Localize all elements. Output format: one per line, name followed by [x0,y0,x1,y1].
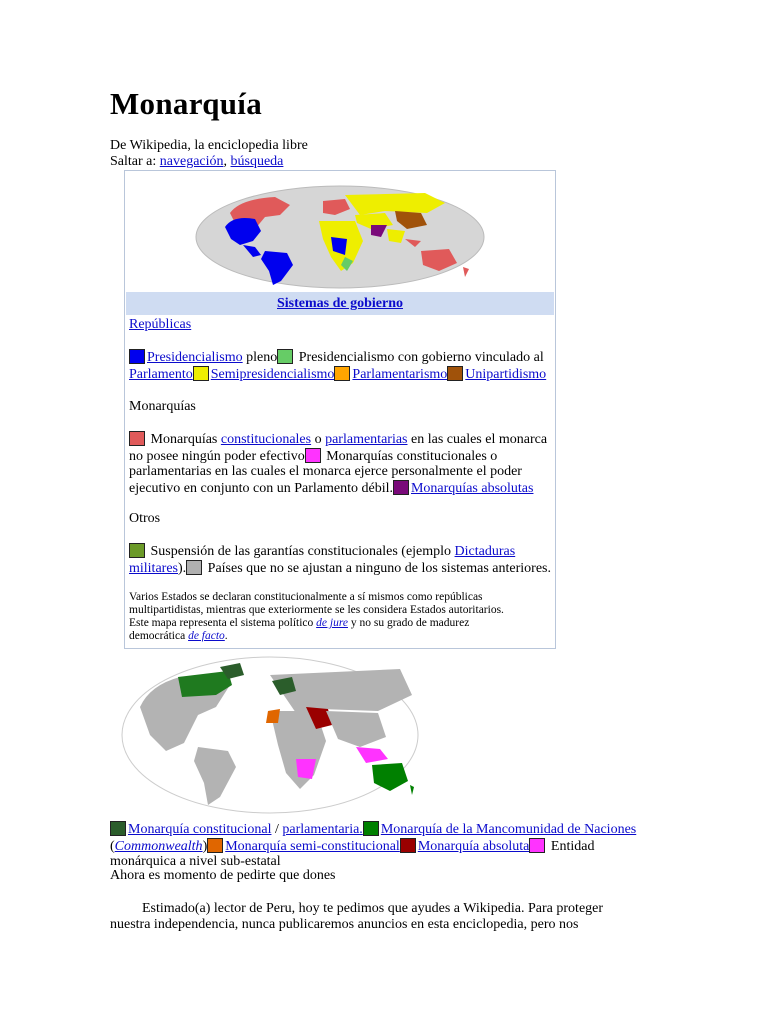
paren-open: ( [110,838,115,854]
monarchies-world-map[interactable] [120,655,420,815]
parlam-swatch [334,366,350,381]
o-c-text: Países que no se ajustan a ninguno de los sistemas anteriores. [204,560,551,576]
mc-link[interactable]: Monarquía constitucional [128,822,272,837]
m-c-text: no posee ningún poder efectivo [129,448,305,464]
m-exec-swatch [305,448,321,463]
o-a-text: Suspensión de las garantías constitucionales (ejemplo [147,544,455,559]
m-b-text: en las cuales el monarca [407,432,548,447]
note-line-3a: Este mapa representa el sistema político [129,617,317,629]
parlam-link[interactable]: Parlamentarismo [352,366,448,382]
entidad-text: Entidad [547,838,595,854]
donate-heading: Ahora es momento de pedirte que dones [110,868,336,883]
note-line-1: Varios Estados se declaran constitucionalmente a sí mismos como repúblicas [129,591,483,603]
presid-link[interactable]: Presidencialismo [147,350,243,365]
republics-link[interactable]: Repúblicas [129,317,192,332]
jump-prefix: Saltar a: [110,154,160,169]
parlamentarias-link[interactable]: parlamentarias [325,432,408,447]
subtitle: De Wikipedia, la enciclopedia libre [110,138,308,153]
unip-swatch [447,366,463,381]
l-semi-swatch [207,838,223,853]
m-abs-swatch [393,480,409,495]
vinc-swatch [277,349,293,364]
appeal-line-2: nuestra independencia, nunca publicaremos anuncios en esta enciclopedia, pero nos [110,917,579,932]
note-line-4a: democrática [129,630,189,642]
commonwealth-link[interactable]: Monarquía de la Mancomunidad de Naciones [380,822,637,837]
absoluta-link[interactable]: Monarquía absoluta [417,838,530,854]
semi-link[interactable]: Semipresidencialismo [210,366,335,382]
monarchies-heading: Monarquías [129,399,196,414]
republics-heading [129,317,191,333]
de-jure-link[interactable]: de jure [316,617,348,629]
semi-const-link[interactable]: Monarquía semi-constitucional [225,838,400,854]
appeal-line-1: Estimado(a) lector de Peru, hoy te pedimos que ayudes a Wikipedia. Para proteger [142,901,604,916]
monarchies-legend [110,821,670,870]
m-e-text: parlamentarias en las cuales el monarca ejerce personalmente el poder [129,464,522,479]
page-title: Monarquía [110,86,262,121]
entidad-text-2: monárquica a nivel sub-estatal [110,854,281,869]
dictaduras-link[interactable]: Dictaduras [454,544,516,559]
commonwealth-italic-link[interactable]: Commonwealth [114,838,203,854]
susp-swatch [129,543,145,558]
jump-sep: , [223,154,231,169]
others-legend [129,543,557,576]
m-const-swatch [129,431,145,446]
l-ent-swatch [529,838,545,853]
note-line-3b: y no su grado de madurez [347,617,470,629]
semi-swatch [193,366,209,381]
government-world-map[interactable] [195,185,485,289]
note-line-4b: . [224,630,228,642]
jump-links [110,154,283,170]
systems-link[interactable]: Sistemas de gobierno [277,296,403,311]
parl-link[interactable]: parlamentaria. [282,822,363,837]
nav-link[interactable]: navegación [159,154,224,169]
note-line-2: multipartidistas, mientras que exteriormente se les considera Estados autoritarios. [129,604,504,616]
republics-legend [129,349,557,382]
paren-close: ) [202,838,208,854]
l-mc-swatch [110,821,126,836]
m-o-text: o [311,432,326,447]
absolutas-link[interactable]: Monarquías absolutas [410,480,534,496]
slash-text: / [271,822,283,837]
pleno-text: pleno [242,350,278,365]
government-systems-infobox [124,170,556,649]
other-swatch [186,560,202,575]
vinc-text: Presidencialismo con gobierno vinculado al [295,350,544,365]
presid-swatch [129,349,145,364]
constitucionales-link[interactable]: constitucionales [220,432,312,447]
search-link[interactable]: búsqueda [230,154,284,169]
others-heading: Otros [129,511,161,526]
o-b-text: ). [178,560,187,576]
l-comm-swatch [363,821,379,836]
parlamento-link[interactable]: Parlamento [129,366,193,382]
infobox-header [126,292,554,315]
militares-link[interactable]: militares [129,560,178,576]
m-a-text: Monarquías [147,432,221,447]
m-d-text: Monarquías constitucionales o [322,448,498,464]
unip-link[interactable]: Unipartidismo [465,366,547,382]
l-abs-swatch [400,838,416,853]
m-f-text: ejecutivo en conjunto con un Parlamento débil. [129,480,393,496]
de-facto-link[interactable]: de facto [188,630,225,642]
infobox-note [129,591,557,643]
monarchies-legend [129,431,557,496]
